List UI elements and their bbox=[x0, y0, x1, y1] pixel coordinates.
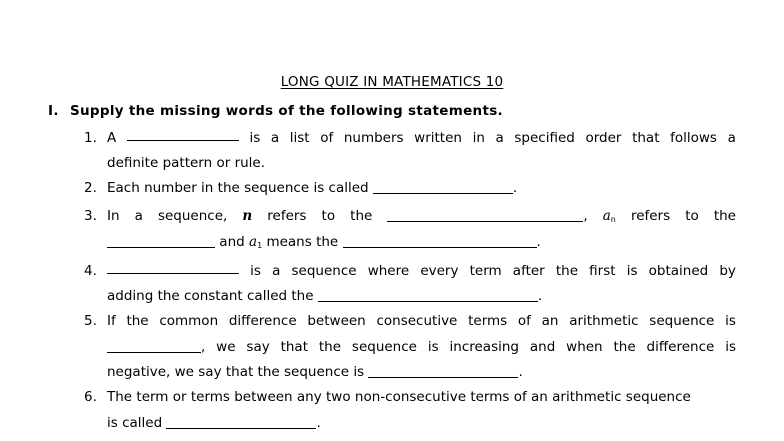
word: follows bbox=[670, 130, 717, 146]
word: In bbox=[107, 208, 120, 224]
word: A bbox=[107, 130, 117, 146]
section-instruction: Supply the missing words of the following statements. bbox=[70, 103, 503, 119]
word: refers bbox=[630, 208, 671, 224]
word: the bbox=[126, 313, 149, 329]
word: is bbox=[626, 263, 638, 279]
text: . bbox=[518, 364, 523, 380]
text: . bbox=[537, 288, 543, 304]
word: say bbox=[246, 339, 270, 355]
subscript: n bbox=[610, 215, 616, 224]
text: . bbox=[536, 234, 541, 250]
word: between bbox=[307, 313, 366, 329]
answer-blank[interactable] bbox=[343, 235, 537, 248]
word: increasing bbox=[449, 339, 519, 355]
text: . bbox=[316, 415, 321, 431]
word: order bbox=[585, 130, 622, 146]
word: list bbox=[289, 130, 310, 146]
quiz-title: LONG QUIZ IN MATHEMATICS 10 bbox=[280, 74, 504, 90]
answer-blank[interactable] bbox=[387, 209, 583, 222]
word: terms bbox=[468, 313, 508, 329]
text: means the bbox=[266, 234, 339, 250]
word: difference bbox=[228, 313, 297, 329]
variable-a: a bbox=[249, 234, 258, 250]
word: to bbox=[321, 208, 336, 224]
answer-blank[interactable] bbox=[318, 289, 538, 302]
text: negative, we say that the sequence is bbox=[107, 364, 365, 380]
word: to bbox=[685, 208, 699, 224]
word: that bbox=[632, 130, 660, 146]
question-number: 1. bbox=[84, 130, 97, 146]
question-number: 5. bbox=[84, 313, 97, 329]
text: , bbox=[201, 339, 206, 355]
answer-blank[interactable] bbox=[166, 416, 316, 429]
word: consecutive bbox=[376, 313, 458, 329]
answer-blank[interactable] bbox=[107, 235, 215, 248]
word: the bbox=[318, 339, 342, 355]
word: the bbox=[613, 339, 636, 355]
word: after bbox=[512, 263, 545, 279]
variable-a: a bbox=[602, 208, 611, 224]
text: adding the constant called the bbox=[107, 288, 314, 304]
word: we bbox=[216, 339, 236, 355]
word: an bbox=[541, 313, 559, 329]
word: written bbox=[414, 130, 462, 146]
word: the bbox=[555, 263, 579, 279]
word: every bbox=[420, 263, 459, 279]
word: and bbox=[529, 339, 556, 355]
text-line: The term or terms between any two non-consecutive terms of an arithmetic sequence bbox=[107, 389, 691, 405]
answer-blank[interactable] bbox=[107, 261, 239, 274]
word: a bbox=[272, 263, 281, 279]
word: where bbox=[367, 263, 410, 279]
text: and bbox=[219, 234, 245, 250]
word: refers bbox=[267, 208, 307, 224]
question-number: 2. bbox=[84, 180, 97, 196]
word: obtained bbox=[648, 263, 709, 279]
word: difference bbox=[646, 339, 715, 355]
word: is bbox=[725, 313, 736, 329]
word: sequence bbox=[291, 263, 357, 279]
word: is bbox=[725, 339, 736, 355]
answer-blank[interactable] bbox=[107, 340, 201, 353]
word: sequence bbox=[351, 339, 417, 355]
word: when bbox=[566, 339, 603, 355]
word: the bbox=[350, 208, 373, 224]
text: , bbox=[583, 208, 588, 224]
word: a bbox=[727, 130, 736, 146]
word: of bbox=[320, 130, 334, 146]
word: in bbox=[472, 130, 485, 146]
word: a bbox=[270, 130, 280, 146]
word: of bbox=[517, 313, 531, 329]
text: . bbox=[512, 180, 518, 196]
word: is bbox=[249, 130, 261, 146]
word: If bbox=[107, 313, 116, 329]
word: arithmetic bbox=[569, 313, 639, 329]
text: Each number in the sequence is called bbox=[107, 180, 369, 196]
answer-blank[interactable] bbox=[368, 365, 518, 378]
word: common bbox=[159, 313, 219, 329]
subscript: 1 bbox=[257, 241, 263, 250]
word: is bbox=[427, 339, 439, 355]
word: a bbox=[134, 208, 143, 224]
question-number: 6. bbox=[84, 389, 97, 405]
question-number: 3. bbox=[84, 208, 97, 224]
word: specified bbox=[514, 130, 575, 146]
word: numbers bbox=[343, 130, 404, 146]
section-heading bbox=[48, 103, 503, 119]
word: sequence, bbox=[157, 208, 228, 224]
word: sequence bbox=[649, 313, 715, 329]
text-line: definite pattern or rule. bbox=[107, 155, 266, 171]
answer-blank[interactable] bbox=[127, 128, 239, 141]
answer-blank[interactable] bbox=[373, 181, 513, 194]
word: is bbox=[250, 263, 261, 279]
section-number: I. bbox=[48, 103, 59, 119]
variable-n: n bbox=[242, 208, 253, 224]
question-number: 4. bbox=[84, 263, 97, 279]
word: by bbox=[719, 263, 736, 279]
word: that bbox=[280, 339, 308, 355]
word: the bbox=[713, 208, 736, 224]
word: first bbox=[589, 263, 616, 279]
word: a bbox=[495, 130, 504, 146]
word: term bbox=[469, 263, 502, 279]
text: is called bbox=[107, 415, 163, 431]
